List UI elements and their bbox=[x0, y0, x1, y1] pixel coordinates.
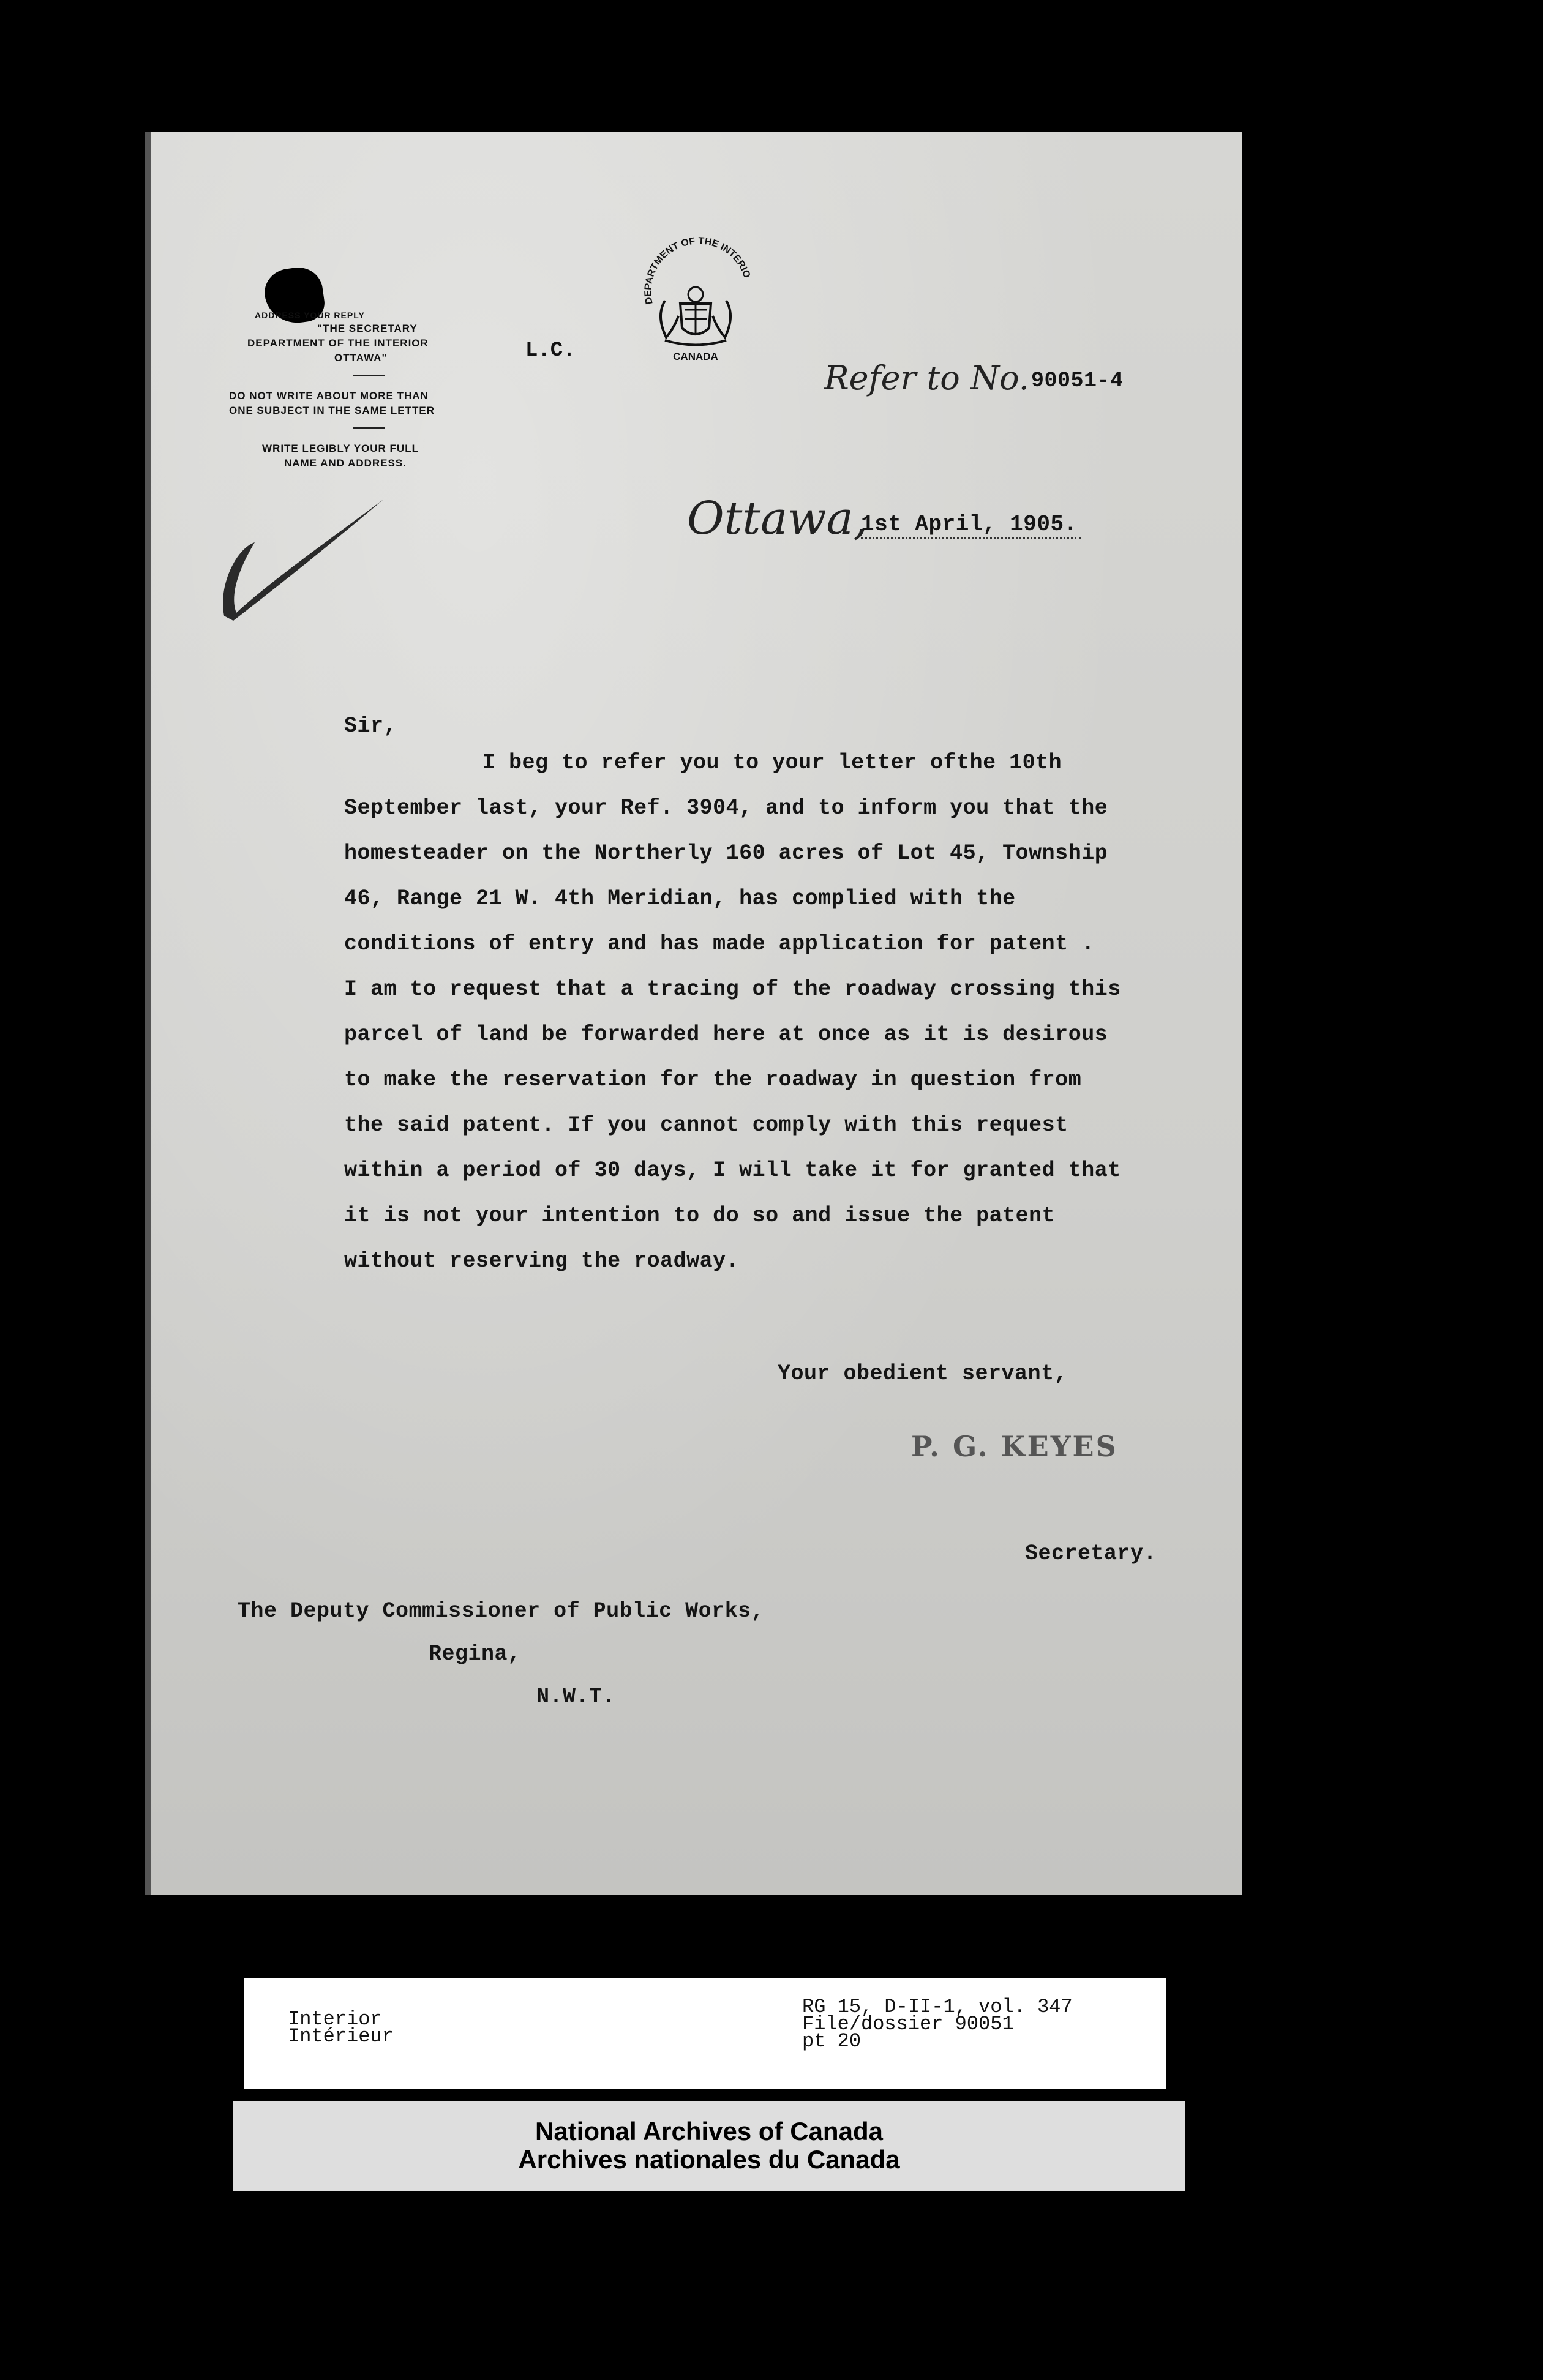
salutation: Sir, bbox=[344, 714, 397, 738]
initials: L.C. bbox=[525, 339, 576, 362]
reply-line-1: ADDRESS YOUR REPLY bbox=[255, 310, 365, 320]
addressee-line-1: The Deputy Commissioner of Public Works, bbox=[238, 1599, 765, 1623]
body-line: conditions of entry and has made application for patent . bbox=[344, 932, 1095, 956]
body-line: without reserving the roadway. bbox=[344, 1249, 740, 1273]
crest-text-bottom: CANADA bbox=[673, 351, 718, 362]
coat-of-arms-seal bbox=[628, 236, 763, 365]
archive-banner bbox=[233, 2101, 1185, 2191]
note1-line-2: ONE SUBJECT IN THE SAME LETTER bbox=[229, 405, 435, 416]
signatory-title: Secretary. bbox=[1025, 1541, 1157, 1566]
archive-ref-3: pt 20 bbox=[802, 2030, 862, 2053]
archive-ref-2: File/dossier 90051 bbox=[802, 2013, 1014, 2035]
refer-number: 90051-4 bbox=[1031, 369, 1124, 393]
reply-line-3: DEPARTMENT OF THE INTERIOR bbox=[247, 337, 429, 349]
crest-text-top: DEPARTMENT OF THE INTERIO bbox=[643, 236, 753, 305]
date: 1st April, 1905. bbox=[861, 512, 1081, 539]
closing: Your obedient servant, bbox=[778, 1361, 1068, 1386]
department-fr: Intérieur bbox=[288, 2025, 394, 2048]
body-line: to make the reservation for the roadway in question from bbox=[344, 1068, 1082, 1092]
note1-line-1: DO NOT WRITE ABOUT MORE THAN bbox=[229, 390, 429, 402]
reply-line-2: "THE SECRETARY bbox=[317, 323, 418, 334]
body-line: the said patent. If you cannot comply with this request bbox=[344, 1113, 1068, 1137]
archive-banner-fr: Archives nationales du Canada bbox=[518, 2145, 900, 2174]
note2-line-2: NAME AND ADDRESS. bbox=[284, 457, 407, 469]
body-line: within a period of 30 days, I will take it for granted that bbox=[344, 1158, 1121, 1183]
archive-ref-1: RG 15, D-II-1, vol. 347 bbox=[802, 1996, 1073, 2018]
refer-label: Refer to No. bbox=[824, 359, 1029, 397]
body-line: homesteader on the Northerly 160 acres of Lot 45, Township bbox=[344, 841, 1108, 866]
signature-stamp: P. G. KEYES bbox=[911, 1430, 1118, 1463]
department-en: Interior bbox=[288, 2008, 382, 2030]
body-line: 46, Range 21 W. 4th Meridian, has complied with the bbox=[344, 886, 1016, 911]
note2-line-1: WRITE LEGIBLY YOUR FULL bbox=[262, 443, 419, 454]
divider bbox=[353, 375, 385, 376]
body-line: September last, your Ref. 3904, and to inform you that the bbox=[344, 796, 1108, 820]
reply-line-4: OTTAWA" bbox=[334, 352, 388, 364]
divider bbox=[353, 427, 385, 429]
place: Ottawa, bbox=[687, 492, 868, 545]
archive-banner-en: National Archives of Canada bbox=[535, 2117, 883, 2146]
body-line: I beg to refer you to your letter ofthe 10th bbox=[482, 750, 1062, 775]
body-line: it is not your intention to do so and issue the patent bbox=[344, 1203, 1056, 1228]
addressee-line-2: Regina, bbox=[429, 1642, 521, 1666]
addressee-line-3: N.W.T. bbox=[536, 1685, 616, 1709]
letter-page bbox=[145, 132, 1242, 1895]
body-line: I am to request that a tracing of the roadway crossing this bbox=[344, 977, 1121, 1001]
body-line: parcel of land be forwarded here at once as it is desirous bbox=[344, 1022, 1108, 1047]
archive-reference-label bbox=[244, 1978, 1166, 2089]
check-mark-annotation bbox=[200, 463, 396, 622]
svg-text:DEPARTMENT OF THE INTERIOR bbox=[628, 236, 752, 305]
